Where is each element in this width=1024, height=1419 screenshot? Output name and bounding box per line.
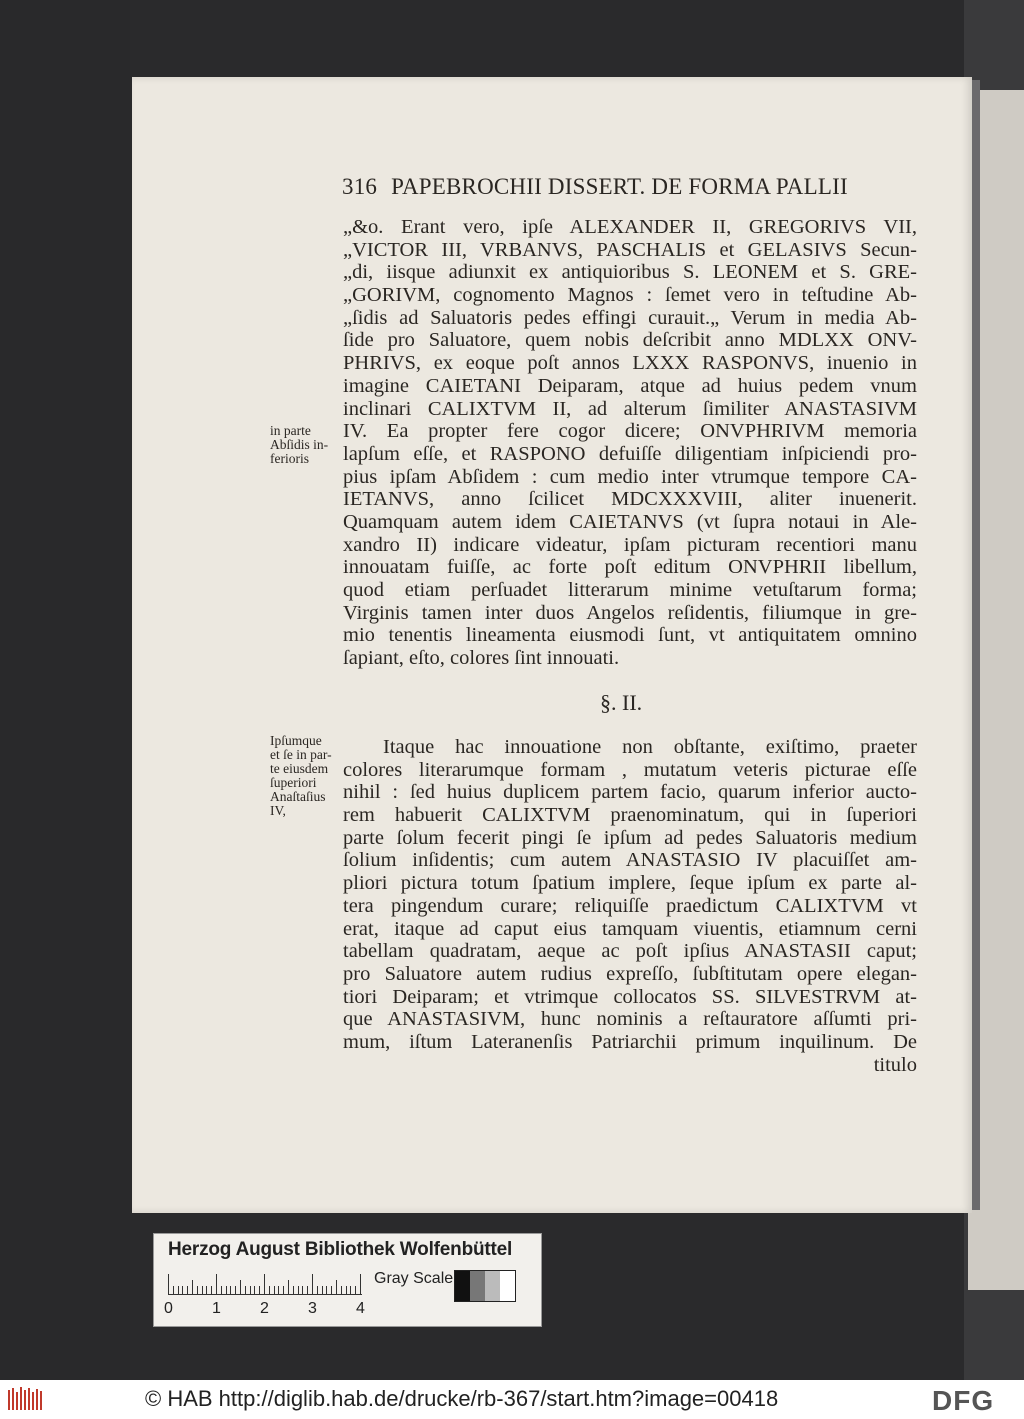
ruler-tick (259, 1286, 260, 1294)
text-line: nihil : ſed huius duplicem partem facio, quarum inferior aucto- (343, 781, 917, 804)
text-line: colores literarumque formam , mutatum veteris picturae eſſe (343, 758, 917, 781)
gray-swatch-cell (485, 1271, 500, 1301)
ruler-tick (235, 1286, 236, 1294)
text-line: Itaque hac innouatione non obſtante, exiſtimo, praeter (383, 736, 917, 758)
ruler-tick (274, 1286, 275, 1294)
text-line: Quamquam autem idem CAIETANVS (vt ſupra notaui in Ale- (343, 510, 917, 533)
text-line: pliori pictura totum ſpatium implere, ſeque ipſum ex parte al- (343, 872, 917, 895)
scale-ruler (168, 1272, 362, 1295)
ruler-tick (278, 1286, 279, 1294)
gray-swatch-cell (455, 1271, 470, 1301)
ruler-tick (350, 1286, 351, 1294)
library-name: Herzog August Bibliothek Wolfenbüttel (168, 1239, 513, 1260)
text-line: „GORIVM, cognomento Magnos : ſemet vero in teſtudine Ab- (343, 284, 917, 307)
margin-note-1 (270, 424, 328, 466)
ruler-tick (226, 1286, 227, 1294)
library-color-card (153, 1233, 542, 1327)
ruler-tick (302, 1286, 303, 1294)
page-number: 316 (342, 174, 378, 199)
ruler-tick (355, 1286, 356, 1294)
ruler-tick (221, 1286, 222, 1294)
margin-note-line: Ipſumque (270, 733, 322, 748)
section-heading: §. II. (600, 690, 643, 715)
ruler-tick (336, 1280, 337, 1294)
ruler-number: 4 (356, 1300, 365, 1317)
text-line: inclinari CALIXTVM II, ad alterum ſimiliter ANASTASIVM (343, 397, 917, 420)
ruler-tick (322, 1286, 323, 1294)
ruler-tick (307, 1286, 308, 1294)
ruler-tick (187, 1286, 188, 1294)
ruler-tick (293, 1286, 294, 1294)
margin-note-line: ferioris (270, 451, 309, 466)
text-line: mum, iſtum Lateranenſis Patriarchii primum inquilinum. De (343, 1030, 917, 1053)
text-line: titulo (873, 1053, 917, 1076)
text-line: imagine CAIETANI Deiparam, atque ad huius pedem vnum (343, 374, 917, 397)
running-title: PAPEBROCHII DISSERT. DE FORMA PALLII (391, 174, 848, 199)
text-line: parte ſolum fecerit pingi ſe ipſum ad pedes Saluatoris medium (343, 826, 917, 849)
ruler-number: 0 (164, 1300, 173, 1317)
text-line: „VICTOR III, VRBANVS, PASCHALIS et GELASIVS Secun- (343, 238, 917, 261)
page-header (342, 174, 942, 200)
margin-note-line: ſuperiori (270, 775, 317, 790)
text-line: tabellam quadratam, aeque ac poſt ipſius ANASTASII caput; (343, 940, 917, 963)
margin-note-line: in parte (270, 423, 311, 438)
ruler-number: 3 (308, 1300, 317, 1317)
text-line: „ſidis ad Saluatoris pedes effingi curauit.„ Verum in media Ab- (343, 306, 917, 329)
ruler-tick (168, 1274, 169, 1294)
text-line: mio tenentis lineamenta eiusmodi ſunt, vt antiquitatem omnino (343, 624, 917, 647)
text-line: ſapiant, eſto, colores ſint innouati. (343, 647, 620, 670)
ruler-tick (206, 1286, 207, 1294)
ruler-tick (197, 1286, 198, 1294)
ruler-tick (192, 1280, 193, 1294)
margin-note-line: Abſidis in- (270, 437, 329, 452)
text-line: pius ipſam Abſidem : cum medio inter vtrumque tempore CA- (343, 465, 917, 488)
text-block-2 (343, 736, 917, 1076)
gray-scale-swatch (454, 1270, 516, 1302)
ruler-tick (360, 1274, 361, 1294)
text-line: tiori Deiparam; et vtrimque collocatos SS. SILVESTRVM at- (343, 985, 917, 1008)
text-line: tera pingendum curare; reliquiſſe praedictum CALIXTVM vt (343, 894, 917, 917)
gray-swatch-cell (500, 1271, 515, 1301)
text-line: xandro II) indicare videatur, ipſam picturam recentiori manu (343, 533, 917, 556)
ruler-tick (250, 1286, 251, 1294)
ruler-tick (216, 1274, 217, 1294)
ruler-tick (240, 1280, 241, 1294)
ruler-tick (245, 1286, 246, 1294)
ruler-tick (331, 1286, 332, 1294)
copyright-url[interactable]: © HAB http://diglib.hab.de/drucke/rb-367/start.htm?image=00418 (145, 1386, 779, 1411)
dfg-logo: DFG (932, 1385, 995, 1416)
margin-note-line: IV, (270, 803, 286, 818)
text-line: PHRIVS, ex eoque poſt annos LXXX RASPONVS, inuenio in (343, 352, 917, 375)
ruler-tick (173, 1286, 174, 1294)
margin-note-2 (270, 734, 332, 818)
margin-note-line: Anaſtaſius (270, 789, 326, 804)
text-line: IV. Ea propter fere cogor dicere; ONVPHRIVM memoria (343, 420, 917, 443)
text-line: ſide pro Saluatore, quem nobis deſcribit anno MDLXX ONV- (343, 329, 917, 352)
ruler-tick (288, 1280, 289, 1294)
ruler-tick (298, 1286, 299, 1294)
ruler-tick (230, 1286, 231, 1294)
text-line: quod etiam perſuadet litterarum minime vetuſtarum forma; (343, 579, 917, 601)
text-block-1 (343, 216, 917, 670)
ruler-tick (211, 1286, 212, 1294)
text-line: ſolium inſidentis; cum autem ANASTASIO IV placuiſſet am- (343, 849, 917, 872)
ruler-number: 2 (260, 1300, 269, 1317)
scan-background-left (0, 0, 130, 1380)
text-line: erat, itaque ad caput eius tamquam viuentis, etiamnum cerni (343, 917, 917, 940)
ruler-number: 1 (212, 1300, 221, 1317)
gray-swatch-cell (470, 1271, 485, 1301)
ruler-tick (202, 1286, 203, 1294)
text-line: lapſum eſſe, et RASPONO defuiſſe diligentiam inſpiciendi pro- (343, 442, 917, 465)
margin-note-line: et ſe in par- (270, 747, 332, 762)
ruler-tick (326, 1286, 327, 1294)
text-line: Virginis tamen inter duos Angelos reſidentis, filiumque in gre- (343, 601, 917, 624)
footer-bar (0, 1380, 1024, 1419)
ruler-tick (346, 1286, 347, 1294)
text-line: „&o. Erant vero, ipſe ALEXANDER II, GREGORIVS VII, (343, 216, 917, 238)
text-line: „di, iisque adiunxit ex antiquioribus S. LEONEM et S. GRE- (343, 261, 917, 284)
ruler-tick (264, 1274, 265, 1294)
text-line: innouatam fuiſſe, ac forte poſt editum ONVPHRII libellum, (343, 556, 917, 579)
text-line: pro Saluatore autem rudius expreſſo, ſubſtitutam opere elegan- (343, 962, 917, 985)
ruler-tick (312, 1274, 313, 1294)
ruler-tick (317, 1286, 318, 1294)
gray-scale-label: Gray Scale (374, 1270, 454, 1287)
text-line: que ANASTASIVM, hunc nominis a reſtauratore aſſumti pri- (343, 1008, 917, 1031)
ruler-tick (254, 1286, 255, 1294)
margin-note-line: te eiusdem (270, 761, 329, 776)
text-line: IETANVS, anno ſcilicet MDCXXXVIII, aliter inuenerit. (343, 488, 917, 511)
hab-logo-icon (6, 1384, 46, 1414)
ruler-tick (182, 1286, 183, 1294)
ruler-tick (341, 1286, 342, 1294)
ruler-tick (283, 1286, 284, 1294)
ruler-tick (178, 1286, 179, 1294)
text-line: rem habuerit CALIXTVM praenominatum, qui in ſuperiori (343, 804, 917, 827)
ruler-tick (269, 1286, 270, 1294)
